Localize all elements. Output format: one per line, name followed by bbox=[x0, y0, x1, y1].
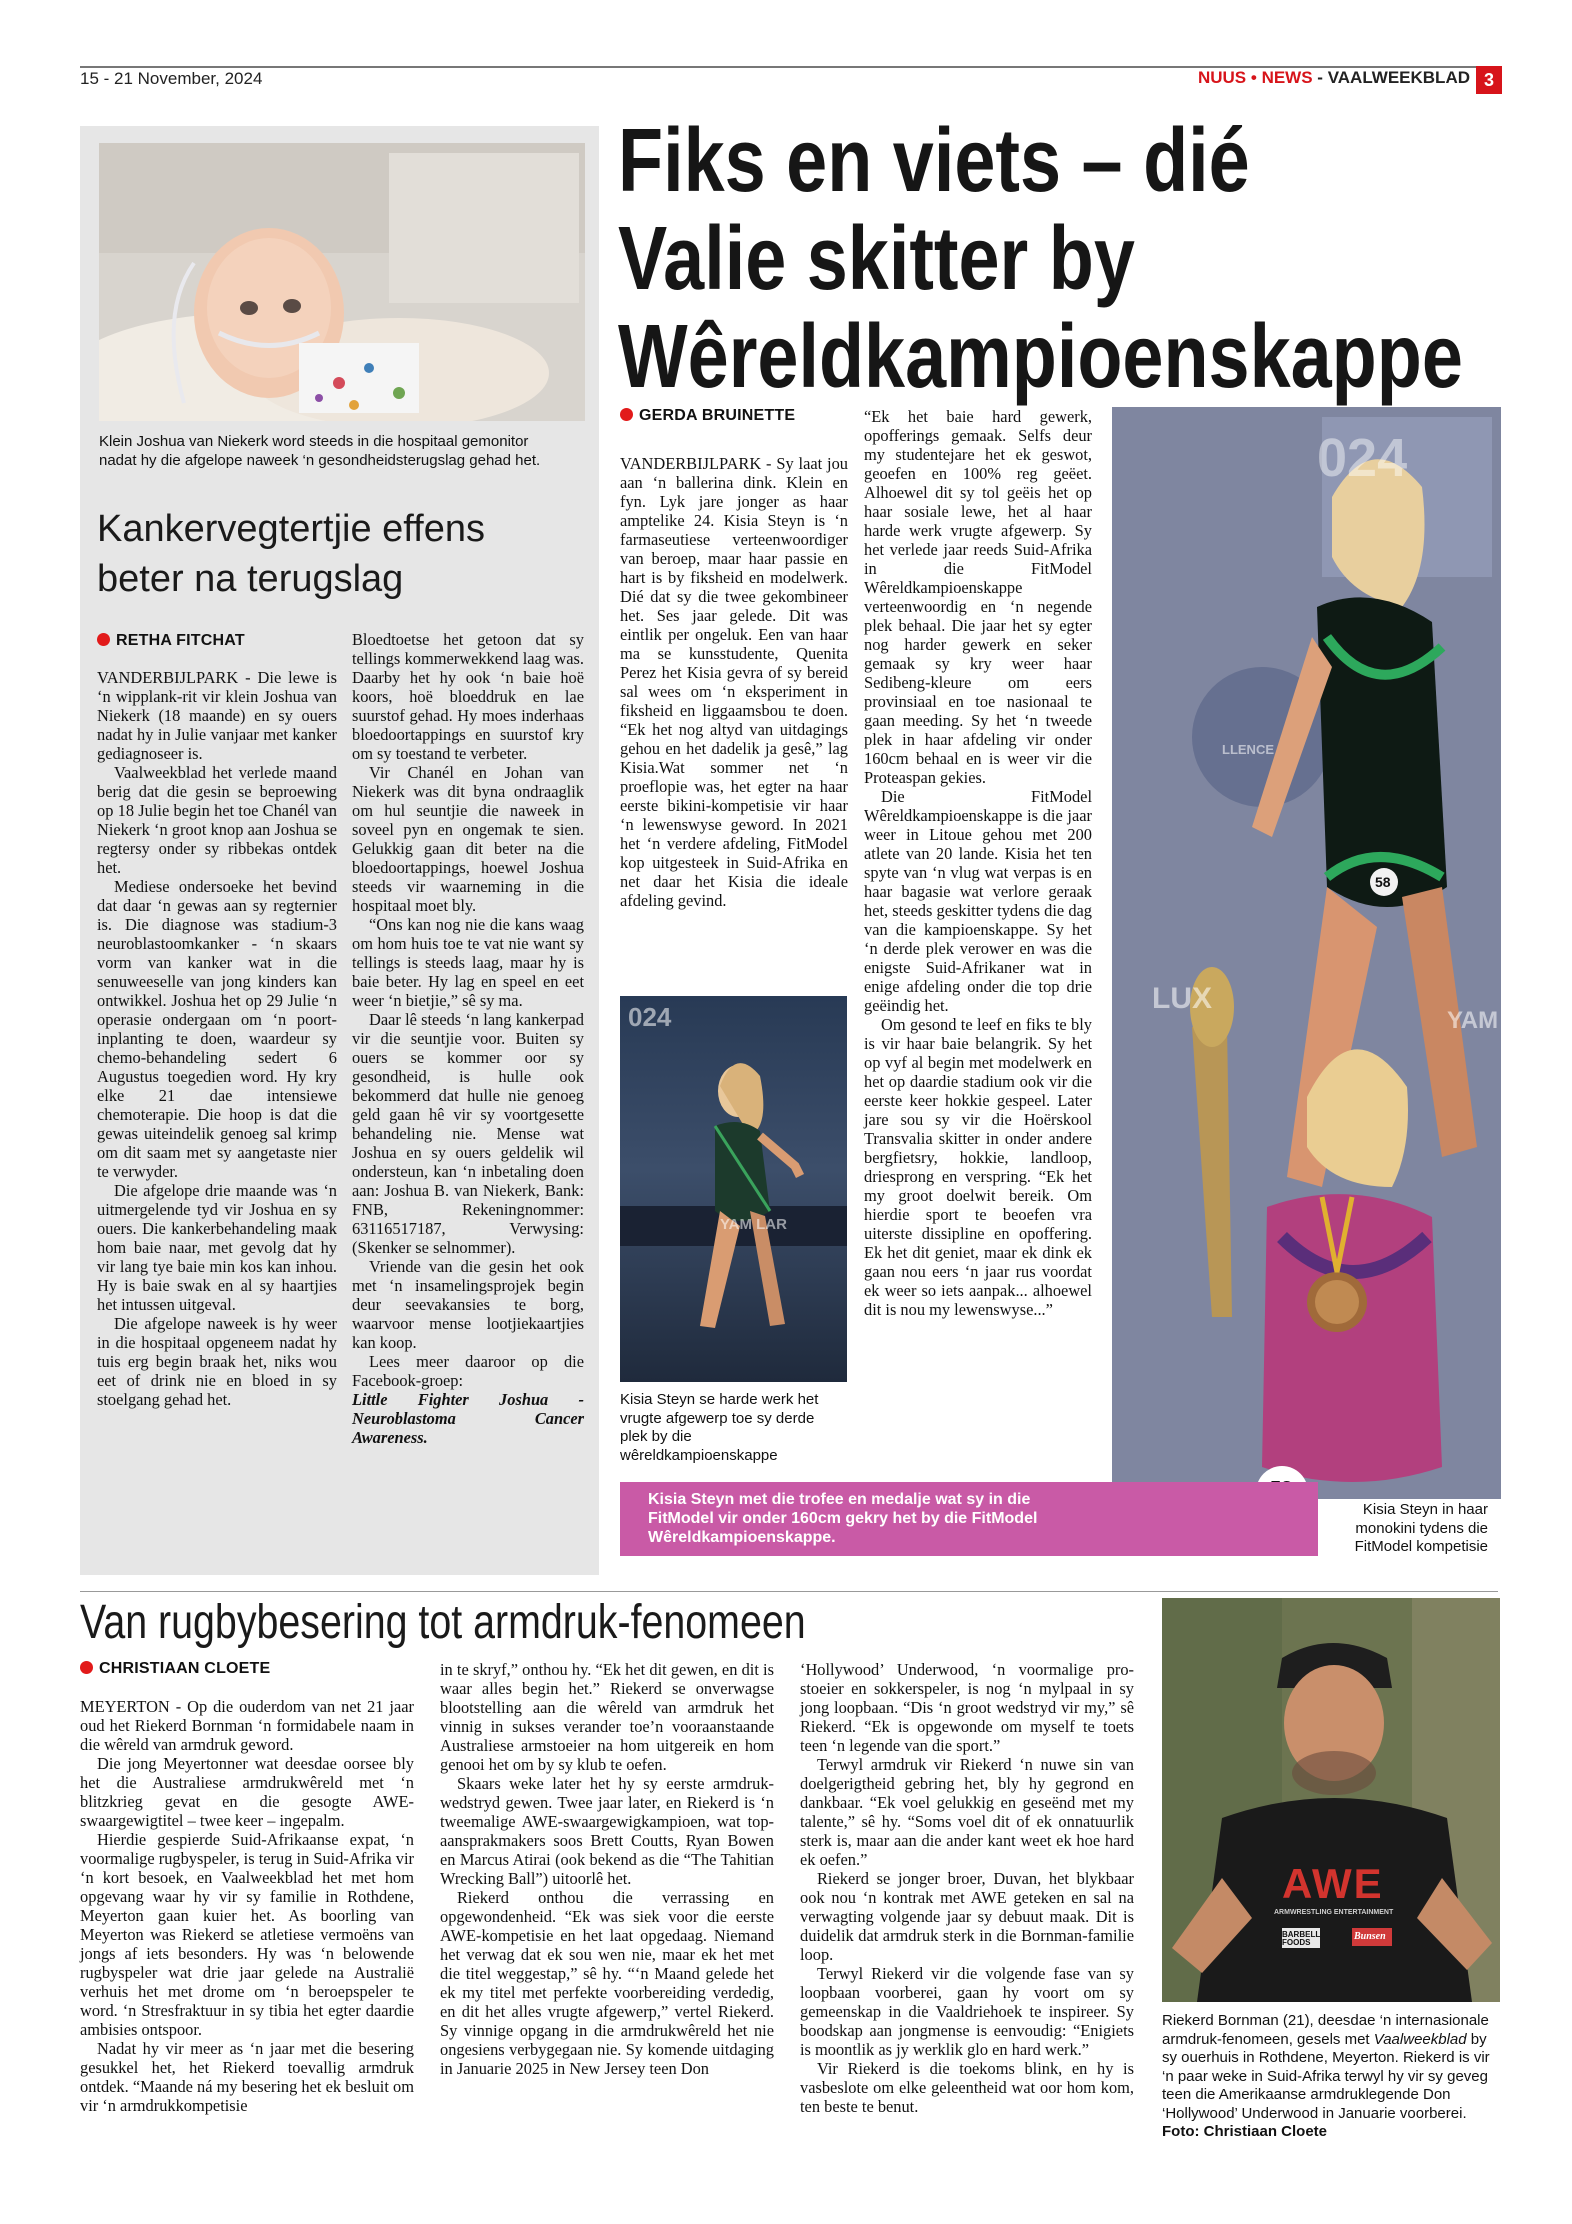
small-photo-stage-text-2: YAM LAR bbox=[720, 1216, 787, 1233]
riekerd-photo bbox=[1162, 1598, 1500, 2002]
joshua-byline-name: RETHA FITCHAT bbox=[116, 632, 245, 649]
joshua-column-2 bbox=[352, 630, 584, 1447]
riekerd-column-3 bbox=[800, 1660, 1134, 2116]
byline-dot-icon bbox=[97, 633, 110, 646]
riekerd-col1-p2: Die jong Meyertonner wat deesdae oorsee bly het die Australiese armdrukwêreld met ‘n blitzkrieg gevat en die gesogte AWE-swaargewigtitel – twee keer – ingepalm. bbox=[80, 1754, 414, 1830]
small-photo-stage-text-1: 024 bbox=[628, 1002, 672, 1032]
shirt-sponsor-1: BARBELL FOODS bbox=[1282, 1930, 1321, 1947]
large-photo-stage-text-2: LLENCE bbox=[1222, 742, 1274, 757]
kisia-headline bbox=[618, 112, 1463, 406]
riekerd-photo-caption bbox=[1162, 2012, 1500, 2142]
kisia-col2-p1: “Ek het baie hard gewerk, opofferings gemaak. Selfs deur my studentejare het ek geswot, geoefen en 100% reg geëet. Alhoewel dit sy tol geëis het op haar sosiale lewe, het al haar harde werk vrugte afgewerp. Sy het verlede jaar reeds Suid-Afrika in die FitModel Wêreldkampioenskappe verteenwoordig en ‘n negende plek behaal. Die jaar het sy egter nog harder gewerk en seker gemaak sy kry weer haar Sedibeng-kleure om eers provinsiaal en toe nasionaal te gaan meeding. Sy het ‘n tweede plek in haar afdeling vir onder 160cm behaal en is weer vir die Proteaspan gekies. bbox=[864, 407, 1092, 787]
shirt-subtext: ARMWRESTLING ENTERTAINMENT bbox=[1274, 1909, 1394, 1916]
kisia-large-photo-caption: Kisia Steyn in haar monokini tydens die FitModel kompetisie bbox=[1354, 1501, 1488, 1555]
riekerd-col1-p4: Nadat hy vir meer as ‘n jaar met die besering gesukkel het, het Riekerd toevallig armdruk ontdek. “Maande ná my besering het ek besluit om vir ‘n armdrukkompetisie bbox=[80, 2039, 414, 2115]
section-dash: - bbox=[1317, 68, 1323, 87]
joshua-col2-p1: Bloedtoetse het getoon dat sy tellings kommerwekkend laag was. Daarby het hy ook ‘n baie hoë koors, hoë bloeddruk en lae suurstof gehad. Hy moes inderhaas bloedoortappings en suurstof kry om sy toestand te verbeter. bbox=[352, 630, 584, 763]
riekerd-col2-p3: Riekerd onthou die verrassing en opgewondenheid. “Ek was siek voor die eerste AWE-kompetisie en het laat opgedaag. Niemand het verwag dat ek sou wen nie, maar ek het met die titel weggestap,” sê hy. “‘n Maand gelede het ek my titel met perfekte voorbereiding verdedig, en dit het alles vrugte afgewerp,” vertel Riekerd. Sy vinnige opgang in die armdrukwêreld het nie ongesiens verbygegaan nie. Sy komende uitdaging in Januarie 2025 in New Jersey teen Don bbox=[440, 1888, 774, 2078]
kisia-byline bbox=[620, 407, 795, 425]
kisia-headline-line-3: Wêreldkampioenskappe bbox=[618, 307, 1463, 407]
riekerd-caption-part-a: Riekerd Bornman (21), deesdae ‘n internasionale armdruk-fenomeen, gesels met bbox=[1162, 2012, 1489, 2048]
riekerd-photo-drawing bbox=[1162, 1598, 1500, 2002]
kisia-headline-line-2: Valie skitter by bbox=[618, 209, 1135, 309]
kisia-col2-p3: Om gesond te leef en fiks te bly is vir haar baie belangrik. Sy het op vyf al begin met modelwerk en het op daardie stadium ook vir die eerste keer hokkie gespeel. Later jare sou sy vir die Hoërskool Transvalia skitter in onder andere bergfietsry, hokkie, landloop, driesprong en verspring. “Ek het my groot doelwit bereik. Om hierdie sport te beoefen vra uiterste dissipline en opoffering. Ek het dit geniet, maar ek dink ek gaan nou eers ‘n jaar rus voordat ek weer so iets aanpak... alhoewel dit is nou my lewenswyse...” bbox=[864, 1015, 1092, 1319]
joshua-col1-p3: Mediese ondersoeke het bevind dat daar ‘n gewas aan sy regternier is. Die diagnose was stadium-3 neuroblastoomkanker - ‘n skaars vorm van kanker wat in die senuweeselle van jong kinders kan ontwikkel. Joshua het op 29 Julie ‘n operasie ondergaan om ‘n poort-inplanting te doen, waardeur sy chemo-behandeling sedert 6 Augustus toegedien word. Hy kry elke 21 dae intensiewe chemoterapie. Die hoop is dat die gewas uiteindelik genoeg sal krimp om dit saam met sy aangetaste nier te verwyder. bbox=[97, 877, 337, 1181]
section-sep: • bbox=[1250, 68, 1257, 87]
kisia-byline-name: GERDA BRUINETTE bbox=[639, 407, 796, 424]
joshua-col2-p3: “Ons kan nog nie die kans waag om hom huis toe te vat nie want sy tellings is steeds laag, maar hy is baie beter. Hy lag en speel en eet weer ‘n bietjie,” sê sy ma. bbox=[352, 915, 584, 1010]
riekerd-top-rule bbox=[80, 1591, 1498, 1592]
byline-dot-icon bbox=[80, 1661, 93, 1674]
kisia-column-1 bbox=[620, 454, 848, 910]
shirt-logo-text: AWE bbox=[1282, 1860, 1384, 1907]
joshua-col2-p5: Vriende van die gesin het ook met ‘n insamelingsprojek begin deur seevakansies te borg, waarvoor mense lootjiekaartjies kan koop. bbox=[352, 1257, 584, 1352]
kisia-col1-p1: VANDERBIJLPARK - Sy laat jou aan ‘n ballerina dink. Klein en fyn. Lyk jare jonger as haar amptelike 24. Kisia Steyn is ‘n farmaseutiese verteenwoordiger van beroep, maar haar passie en hart is by fiksheid en modelwerk. Dié dat sy die twee gekombineer het. Ses jaar gelede. Dit was eintlik per ongeluk. Een van haar ma se kunsstudente, Quenita Perez het Kisia gevra of sy bereid sal wees om ‘n eksperiment in fiksheid en liggaamsbou te doen. “Ek het nog altyd van uitdagings gehou en het dadelik ja gesê,” lag Kisia.Wat sommer net ‘n proeflopie was, het egter na haar eerste bikini-kompetisie vir haar ‘n lewenswyse geword. In 2021 het ‘n verdere afdeling, FitModel kop uitgesteek in Suid-Afrika en net daar het Kisia die ideale afdeling gevind. bbox=[620, 454, 848, 910]
section-nuus: NUUS bbox=[1197, 68, 1247, 87]
large-photo-stage-text-3: LUX bbox=[1152, 982, 1212, 1015]
joshua-col2-p6: Lees meer daaroor op die Facebook-groep: bbox=[352, 1352, 584, 1390]
riekerd-col3-p1: ‘Hollywood’ Underwood, ‘n voormalige pro-stoeier en sokkerspeler, is nog ‘n mylpaal in sy jong loopbaan. “Dis ‘n groot wedstryd vir my,” sê Riekerd. “Ek is opgewonde om myself te toets teen ‘n legende van die sport.” bbox=[800, 1660, 1134, 1755]
joshua-byline bbox=[97, 632, 245, 650]
kisia-column-2 bbox=[864, 407, 1092, 1319]
riekerd-caption-part-b: by sy ouerhuis in Rothdene, Meyerton. Riekerd is vir ‘n paar weke in Suid-Afrika terwyl hy vir sy geveg teen die Amerikaanse armdruklegende Don ‘Hollywood’ Underwood in Januarie voorberei. bbox=[1162, 2030, 1490, 2122]
joshua-col2-p4: Daar lê steeds ‘n lang kankerpad vir die seuntjie voor. Buiten sy ouers se kommer oor sy gesondheid, is hulle ook bekommerd dat hulle nie genoeg geld gaan hê vir sy voortgesette behandeling nie. Mense wat Joshua en sy ouers geldelik wil ondersteun, kan ‘n inbetaling doen aan: Joshua B. van Niekerk, Bank: FNB, Rekeningnommer: 63116517187, Verwysing: (Skenker se selnommer). bbox=[352, 1010, 584, 1257]
large-photo-stage-text-1: 024 bbox=[1317, 428, 1408, 488]
kisia-col2-p2: Die FitModel Wêreldkampioenskappe is die jaar weer in Litoue gehou met 200 atlete van 20 lande. Kisia het ten spyte van ‘n vlug wat verpas is en haar bagasie wat verlore geraak het, steeds geskitter tydens die dag van die kampioenskappe. Sy het ‘n derde plek verower en was die enigste Suid-Afrikaner wat in enige afdeling onder die top drie geëindig het. bbox=[864, 787, 1092, 1015]
joshua-fb-group: Little Fighter Joshua - Neuroblastoma Cancer Awareness. bbox=[352, 1390, 584, 1447]
joshua-col2-p2: Vir Chanél en Johan van Niekerk was dit byna ondraaglik om hul seuntjie die naweek in soveel pyn en ongemak te sien. Gelukkig gaan dit beter na die bloedoortappings, hoewel Joshua steeds vir waarneming in die hospitaal moet bly. bbox=[352, 763, 584, 915]
riekerd-col2-p2: Skaars weke later het hy sy eerste armdruk-wedstryd gewen. Twee jaar later, en Riekerd is ‘n tweemalige AWE-swaargewigkampioen, wat top-aansprakmakers soos Brett Coutts, Ryan Bowen en Marcus Atirai (ook bekend as die “The Tahitian Wrecking Ball”) uitoorlê het. bbox=[440, 1774, 774, 1888]
kisia-small-photo-drawing bbox=[620, 996, 847, 1382]
riekerd-headline: Van rugbybesering tot armdruk-fenomeen bbox=[80, 1596, 806, 1649]
riekerd-caption-paper: Vaalweekblad bbox=[1373, 2030, 1467, 2048]
joshua-hospital-photo bbox=[99, 143, 585, 421]
issue-date: 15 - 21 November, 2024 bbox=[80, 69, 263, 88]
riekerd-col1-p1: MEYERTON - Op die ouderdom van net 21 jaar oud het Riekerd Bornman ‘n formidabele naam in die wêreld van armdruk geword. bbox=[80, 1697, 414, 1754]
joshua-photo-caption: Klein Joshua van Niekerk word steeds in die hospitaal gemonitor nadat hy die afgelope naweek ‘n gesondheidsterugslag gehad het. bbox=[99, 433, 541, 469]
joshua-col1-p1: VANDERBIJLPARK - Die lewe is ‘n wipplank-rit vir klein Joshua van Niekerk (18 maande) en sy ouers nadat hy in Julie vanjaar met kanker gediagnoseer is. bbox=[97, 668, 337, 763]
bib-number-badge-upper: 58 bbox=[1375, 874, 1391, 890]
section-news: NEWS bbox=[1261, 68, 1313, 87]
riekerd-column-2 bbox=[440, 1660, 774, 2078]
section-label bbox=[1198, 68, 1470, 88]
joshua-col1-p4: Die afgelope drie maande was ‘n uitmergelende tyd vir Joshua en sy ouers. Die kankerbehandeling maak hom baie naar, met gevolg dat hy vir lang tye baie min kos kan inhou. Hy is baie swak en al sy haartjies het intussen uitgeval. bbox=[97, 1181, 337, 1314]
riekerd-col3-p5: Vir Riekerd is die toekoms blink, en hy is vasbeslote om elke geleentheid wat oor hom kom, ten beste te benut. bbox=[800, 2059, 1134, 2116]
joshua-col1-p5: Die afgelope naweek is hy weer in die hospitaal opgeneem nadat hy tuis erg begin braak het, niks wou eet of drink nie en bloed in sy stoelgang gehad het. bbox=[97, 1314, 337, 1409]
joshua-photo-drawing bbox=[99, 143, 585, 421]
riekerd-col3-p2: Terwyl armdruk vir Riekerd ‘n nuwe sin van doelgerigtheid gebring het, bly hy gegrond en dankbaar. “Ek voel gelukkig en geseënd met my talente,” sê hy. “Soms voel dit of ek onnatuurlik sterk is, maar aan die ander kant weet ek hoe hard ek oefen.” bbox=[800, 1755, 1134, 1869]
byline-dot-icon bbox=[620, 408, 633, 421]
kisia-stage-photo-large bbox=[1112, 407, 1501, 1499]
shirt-sponsor-2: Bunsen bbox=[1354, 1931, 1386, 1942]
riekerd-photo-credit: Foto: Christiaan Cloete bbox=[1162, 2123, 1328, 2140]
kisia-small-photo-caption: Kisia Steyn se harde werk het vrugte afgewerp toe sy derde plek by die wêreldkampioenskappe bbox=[620, 1391, 819, 1464]
riekerd-col3-p3: Riekerd se jonger broer, Duvan, het blykbaar ook nou ‘n kontrak met AWE geteken en sal na verwagting volgende jaar sy debuut maak. Dit is duidelik dat armdruk sterk in die Bornman-familie loop. bbox=[800, 1869, 1134, 1964]
riekerd-byline bbox=[80, 1660, 270, 1678]
section-paper: VAALWEEKBLAD bbox=[1327, 68, 1470, 87]
kisia-large-photo-drawing bbox=[1112, 407, 1501, 1499]
riekerd-col2-p1: in te skryf,” onthou hy. “Ek het dit gewen, en dit is waar alles begin het.” Riekerd se onverwagse blootstelling aan die wêreld van armdruk het vinnig in sukses verander toe’n vooraanstaande Australiese armstoeier na hom uitgereik en hom genooi het om by sy klub te oefen. bbox=[440, 1660, 774, 1774]
joshua-col1-p2: Vaalweekblad het verlede maand berig dat die gesin se beproewing op 18 Julie begin het toe Chanél van Niekerk ‘n groot knop aan Joshua se regtersy onder sy ribbekas ontdek het. bbox=[97, 763, 337, 877]
kisia-headline-line-1: Fiks en viets – dié bbox=[618, 111, 1250, 211]
joshua-column-1 bbox=[97, 668, 337, 1409]
kisia-banner-text: Kisia Steyn met die trofee en medalje wat sy in die FitModel vir onder 160cm gekry het by die FitModel Wêreldkampioenskappe. bbox=[648, 1491, 1038, 1546]
riekerd-byline-name: CHRISTIAAN CLOETE bbox=[99, 1660, 271, 1677]
page-number: 3 bbox=[1476, 66, 1502, 94]
joshua-headline: Kankervegtertjie effens beter na terugslag bbox=[97, 508, 485, 600]
riekerd-col3-p4: Terwyl Riekerd vir die volgende fase van sy loopbaan voorberei, gaan hy voort om sy gemeenskap in die Vaaldriehoek te inspireer. Sy boodskap aan jongmense is eenvoudig: “Enigiets is moontlik as jy werklik glo en hard werk.” bbox=[800, 1964, 1134, 2059]
kisia-stage-photo-small bbox=[620, 996, 847, 1382]
large-photo-stage-text-4: YAM bbox=[1447, 1007, 1499, 1034]
riekerd-col1-p3: Hierdie gespierde Suid-Afrikaanse expat, ‘n voormalige rugbyspeler, is terug in Suid-Afrika vir ‘n kort besoek, en Vaalweekblad het met hom opgevang waar hy vir sy familie in Rothdene, Meyerton gaan kuier het. As boorling van Meyerton was Riekerd se atletiese vermoëns van jongs af iets besonders. Hy was ‘n belowende rugbyspeler wat drie jaar gelede na Australië verhuis het met drome om ‘n beroepspeler te word. ‘n Stresfraktuur in sy tibia het egter daardie ambisies ontspoor. bbox=[80, 1830, 414, 2039]
riekerd-column-1 bbox=[80, 1697, 414, 2115]
